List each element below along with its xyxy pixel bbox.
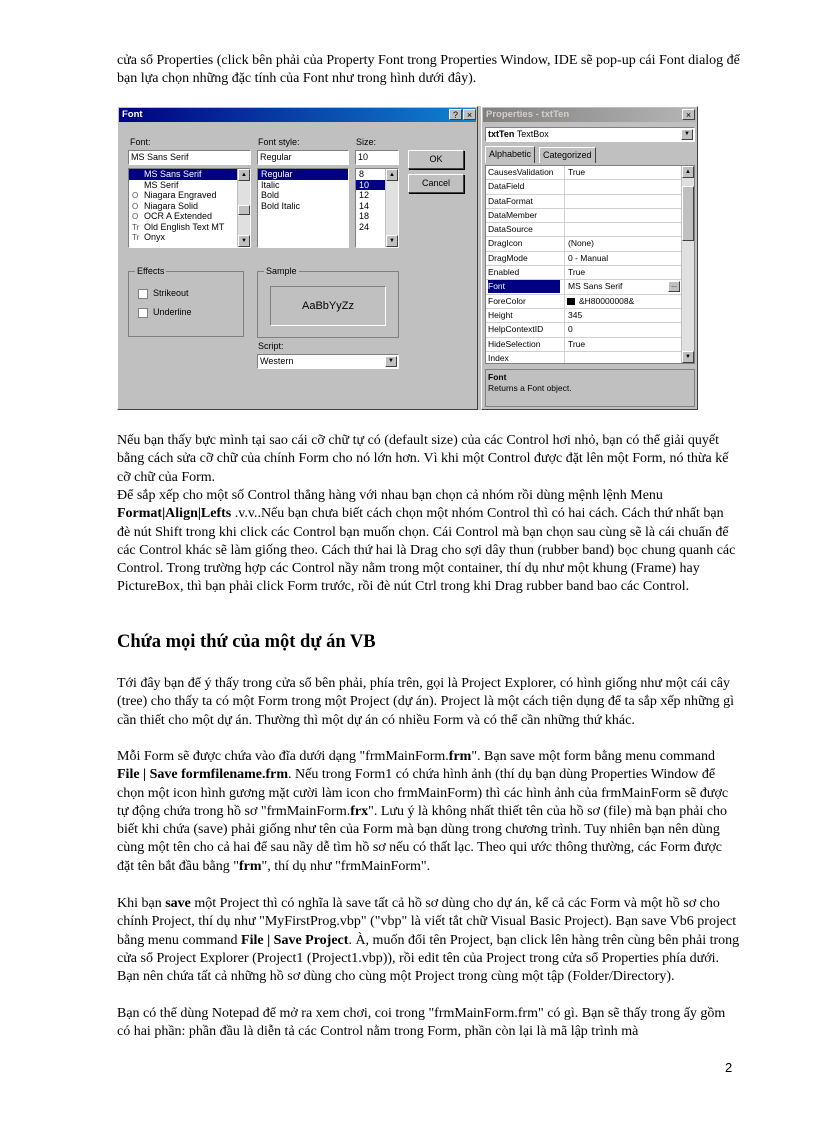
font-list-item[interactable]: [129, 211, 250, 222]
font-style-item[interactable]: Bold: [261, 190, 280, 200]
sample-preview: AaBbYyZz: [270, 286, 386, 326]
menu-path: File | Save formfilename.frm: [117, 767, 289, 783]
font-list-label: Niagara Engraved: [144, 190, 217, 200]
property-name: Font: [488, 280, 560, 293]
property-value[interactable]: [564, 195, 684, 208]
effects-label: Effects: [137, 266, 165, 276]
text-run: .v.v..Nếu bạn chưa biết cách chọn một nhóm Control thì có hai cách. Cách thứ nhất bạn đè nút Shift trong khi click các Control bạn muốn chọn. Cái Control mà bạn chọn sau cùng sẽ là cái chuẩn để các Control khác sẽ làm giống theo. Cách thứ hai là Drag cho sợi dây thun (rubber band) bọc chung quanh các Control. Trong trường hợp các Control nầy nằm trong một container, thí dụ như một khung (Frame) hay PictureBox, thì bạn phải click Form trước, rồi đè nút Ctrl trong khi Drag rubber band bao các Control.: [117, 506, 736, 595]
property-name: DataField: [488, 181, 525, 192]
property-value[interactable]: True: [564, 338, 684, 351]
property-row[interactable]: [486, 209, 694, 223]
underline-checkbox[interactable]: [138, 308, 148, 318]
paragraph-align-controls: [117, 487, 740, 597]
object-type: TextBox: [516, 129, 549, 139]
font-list-item[interactable]: [129, 222, 250, 233]
font-list-item[interactable]: [129, 190, 250, 201]
property-value[interactable]: 0 - Manual: [564, 252, 684, 265]
ok-button[interactable]: OK: [408, 150, 464, 169]
property-row[interactable]: [486, 280, 694, 294]
property-name: DragIcon: [488, 238, 523, 249]
font-dialog-titlebar: [119, 108, 476, 122]
property-name: DataSource: [488, 224, 533, 235]
property-value[interactable]: [564, 209, 684, 222]
font-list-label: Old English Text MT: [144, 221, 225, 232]
font-list-item[interactable]: [129, 201, 250, 212]
menu-path: Format|Align|Lefts: [117, 506, 232, 522]
property-value[interactable]: MS Sans Serif: [564, 280, 684, 293]
scroll-down-icon[interactable]: ▼: [238, 235, 250, 247]
properties-titlebar: [483, 108, 696, 122]
font-style-list[interactable]: [257, 168, 349, 248]
text-run: Khi bạn: [117, 896, 166, 911]
close-button[interactable]: ×: [682, 109, 695, 120]
properties-window: [481, 106, 698, 410]
property-name: Height: [488, 309, 513, 320]
text-run: Để sắp xếp cho một số Control thẳng hàng với nhau bạn chọn cả nhóm rồi dùng mệnh lệnh Menu: [117, 488, 663, 503]
menu-path: File | Save Project: [241, 932, 349, 948]
property-row[interactable]: [486, 223, 694, 237]
property-name: HideSelection: [488, 338, 541, 349]
help-button[interactable]: ?: [449, 109, 462, 120]
bold-run: frm: [448, 749, 472, 764]
property-value[interactable]: [564, 223, 684, 236]
property-value[interactable]: [564, 352, 684, 364]
bold-run: frx: [350, 803, 369, 819]
size-item[interactable]: 12: [359, 190, 370, 200]
sample-group: [257, 266, 399, 338]
property-value[interactable]: True: [564, 166, 684, 179]
font-list-label: MS Sans Serif: [144, 169, 202, 179]
paragraph-save-project: [117, 895, 740, 986]
scroll-thumb[interactable]: [238, 205, 250, 215]
size-item[interactable]: 18: [359, 211, 370, 221]
text-run: . Nếu trong Form1 có chứa hình ảnh (thí dụ bạn dùng Properties Window để chọn một icon hình gương mặt cười làm icon cho frmMainForm) thì các hình ảnh của frmMainForm sẽ được tự động chứa trong hồ sơ "frmMainForm.: [117, 767, 729, 819]
font-name-input[interactable]: MS Sans Serif: [128, 150, 251, 165]
size-list[interactable]: [355, 168, 399, 248]
paragraph-form-files: [117, 748, 740, 876]
scroll-down-icon[interactable]: ▼: [386, 235, 398, 247]
property-value[interactable]: True: [564, 266, 684, 279]
property-name: HelpContextID: [488, 324, 544, 335]
property-name: ForeColor: [488, 295, 526, 306]
chevron-down-icon[interactable]: ▼: [385, 356, 397, 367]
property-name: DataFormat: [488, 195, 533, 206]
font-style-item[interactable]: Regular: [258, 169, 348, 180]
tab-alphabetic[interactable]: Alphabetic: [485, 146, 535, 163]
text-run: ", thí dụ như "frmMainForm".: [261, 858, 431, 874]
description-title: Font: [488, 372, 507, 382]
font-dialog: [117, 106, 478, 410]
property-name: Enabled: [488, 267, 520, 278]
section-heading: Chứa mọi thứ của một dự án VB: [117, 632, 376, 652]
sample-label: Sample: [266, 266, 297, 276]
close-button[interactable]: ×: [463, 109, 476, 120]
cancel-button[interactable]: Cancel: [408, 174, 464, 193]
property-row[interactable]: [486, 338, 694, 352]
size-item[interactable]: 14: [359, 200, 370, 211]
paragraph-project-explorer: Tới đây bạn để ý thấy trong cửa sổ bên phải, phía trên, gọi là Project Explorer, có hình giống như một cái cây (tree) cho thấy ta có một Form trong một Project (dự án). Project là một cách tiện dụng để ta sắp xếp những gì cần thiết cho một dự án. Thường thì một dự án có nhiều Form và có thể cần những thứ khác.: [117, 676, 735, 728]
properties-title: Properties - txtTen: [486, 109, 570, 120]
scroll-up-icon[interactable]: ▲: [386, 169, 398, 181]
property-row[interactable]: [486, 309, 694, 323]
strikeout-checkbox[interactable]: [138, 289, 148, 299]
property-name: DataMember: [488, 209, 538, 220]
color-swatch-icon: [567, 298, 575, 305]
font-list-label: MS Serif: [144, 179, 179, 190]
property-grid-scrollbar[interactable]: [681, 166, 694, 363]
property-name: CausesValidation: [488, 167, 554, 177]
object-select[interactable]: [485, 127, 695, 142]
object-name: txtTen: [488, 129, 515, 139]
page-number: 2: [725, 1060, 733, 1075]
font-style-label: Font style:: [258, 137, 300, 147]
property-description: [485, 369, 695, 407]
property-value[interactable]: (None): [564, 237, 684, 250]
intro-paragraph: cửa sổ Properties (click bên phải của Property Font trong Properties Window, IDE sẽ pop-up cái Font dialog để bạn lựa chọn những đặc tính của Font như trong hình dưới đây).: [117, 53, 740, 87]
bold-run: frm: [238, 858, 262, 874]
property-row[interactable]: [486, 266, 694, 280]
property-row[interactable]: [486, 237, 694, 251]
font-label: Font:: [130, 137, 151, 147]
font-type-icon: O: [132, 201, 139, 211]
paragraph-notepad: Bạn có thể dùng Notepad để mở ra xem chơi, coi trong "frmMainForm.frm" có gì. Bạn sẽ thấy trong ấy gồm có hai phần: phần đầu là diễn tả các Control nằm trong Form, phần còn lại là mã lập trình mà: [117, 1006, 726, 1040]
property-row[interactable]: [486, 352, 694, 364]
description-text: Returns a Font object.: [488, 383, 572, 393]
property-value[interactable]: [564, 180, 684, 193]
font-list-label: OCR A Extended: [144, 211, 213, 221]
font-style-item[interactable]: Bold Italic: [261, 200, 301, 211]
font-list-item[interactable]: [129, 169, 250, 180]
script-select[interactable]: [257, 354, 399, 369]
screenshot-figure: [117, 106, 698, 410]
property-value[interactable]: 345: [564, 309, 684, 322]
font-type-icon: O: [132, 191, 139, 200]
scroll-thumb[interactable]: [682, 186, 694, 241]
paragraph-default-size: Nếu bạn thấy bực mình tại sao cái cỡ chữ tự có (default size) của các Control hơi nhỏ, bạn có thể giải quyết bằng cách sửa cỡ chữ của chính Form cho nó lớn hơn. Vì khi một Control được đặt lên một Form, nó thừa kế cỡ chữ của Form.: [117, 433, 729, 485]
size-label: Size:: [356, 137, 377, 147]
tab-categorized[interactable]: Categorized: [539, 147, 596, 163]
font-list-item[interactable]: [129, 180, 250, 191]
scroll-down-icon[interactable]: ▼: [682, 351, 694, 363]
font-type-icon: O: [132, 212, 139, 221]
property-row[interactable]: [486, 166, 694, 180]
font-type-icon: Tr: [132, 222, 140, 232]
property-grid[interactable]: [485, 165, 695, 364]
font-list-scrollbar[interactable]: [237, 169, 250, 247]
text-run: . À, muốn đổi tên Project, bạn click lên hàng trên cùng bên phải trong cửa sổ Project Explorer (Project1 (Project1.vbp)), rồi edit tên của Project trong cửa sổ Properties phía dưới. Bạn nên chứa tất cả những hồ sơ dùng cho cùng một Project trong cùng một tập (Folder/Directory).: [117, 932, 740, 985]
property-row[interactable]: [486, 295, 694, 309]
property-row[interactable]: [486, 323, 694, 337]
underline-label: Underline: [153, 307, 192, 317]
font-style-item[interactable]: Italic: [261, 179, 280, 190]
size-input[interactable]: 10: [355, 150, 399, 165]
property-row[interactable]: [486, 252, 694, 266]
font-type-icon: Tr: [132, 233, 140, 242]
size-item[interactable]: 8: [359, 169, 365, 179]
font-list-item[interactable]: [129, 232, 250, 243]
font-list[interactable]: [128, 168, 251, 248]
script-label: Script:: [258, 341, 284, 351]
ellipsis-button[interactable]: ...: [668, 281, 680, 292]
property-row[interactable]: [486, 195, 694, 209]
font-list-label: Niagara Solid: [144, 200, 199, 211]
size-list-scrollbar[interactable]: [385, 169, 398, 247]
text-run: Mỗi Form sẽ được chứa vào đĩa dưới dạng "frmMainForm.: [117, 749, 449, 764]
chevron-down-icon[interactable]: ▼: [681, 129, 693, 140]
property-row[interactable]: [486, 180, 694, 194]
scroll-up-icon[interactable]: ▲: [682, 166, 694, 178]
font-dialog-title: Font: [122, 109, 143, 120]
text-run: ". Bạn save một form bằng menu command: [471, 749, 716, 764]
text-run: ". Lưu ý là không nhất thiết tên của hồ sơ (file) mà bạn phải cho biết khi chứa (save) phải giống như tên của Form mà bạn dùng trong chương trình. Tuy nhiên bạn nên dùng cùng một tên cho cả hai để sau nầy dễ tìm hồ sơ nếu có thất lạc. Theo qui ước thông thường, các Form được đặt tên bắt đầu bằng ": [117, 803, 728, 874]
effects-group: [128, 266, 244, 337]
strikeout-label: Strikeout: [153, 288, 189, 298]
text-run: một Project thì có nghĩa là save tất cả hồ sơ dùng cho dự án, kể cả các Form và một hồ sơ cho chính Project, thí dụ như "MyFirstProg.vbp" ("vbp" là viết tắt chữ Visual Basic Project). Bạn save Vb6 project bằng menu command: [117, 896, 737, 948]
property-name: Index: [488, 352, 509, 363]
script-value: Western: [260, 356, 294, 366]
font-list-label: Onyx: [144, 232, 166, 242]
property-value[interactable]: 0: [564, 323, 684, 336]
property-name: DragMode: [488, 252, 528, 263]
size-item[interactable]: 24: [359, 221, 370, 232]
scroll-up-icon[interactable]: ▲: [238, 169, 250, 181]
property-value[interactable]: &H80000008&: [564, 295, 684, 308]
font-style-input[interactable]: Regular: [257, 150, 349, 165]
size-item[interactable]: 10: [356, 180, 398, 191]
bold-run: save: [165, 896, 191, 911]
